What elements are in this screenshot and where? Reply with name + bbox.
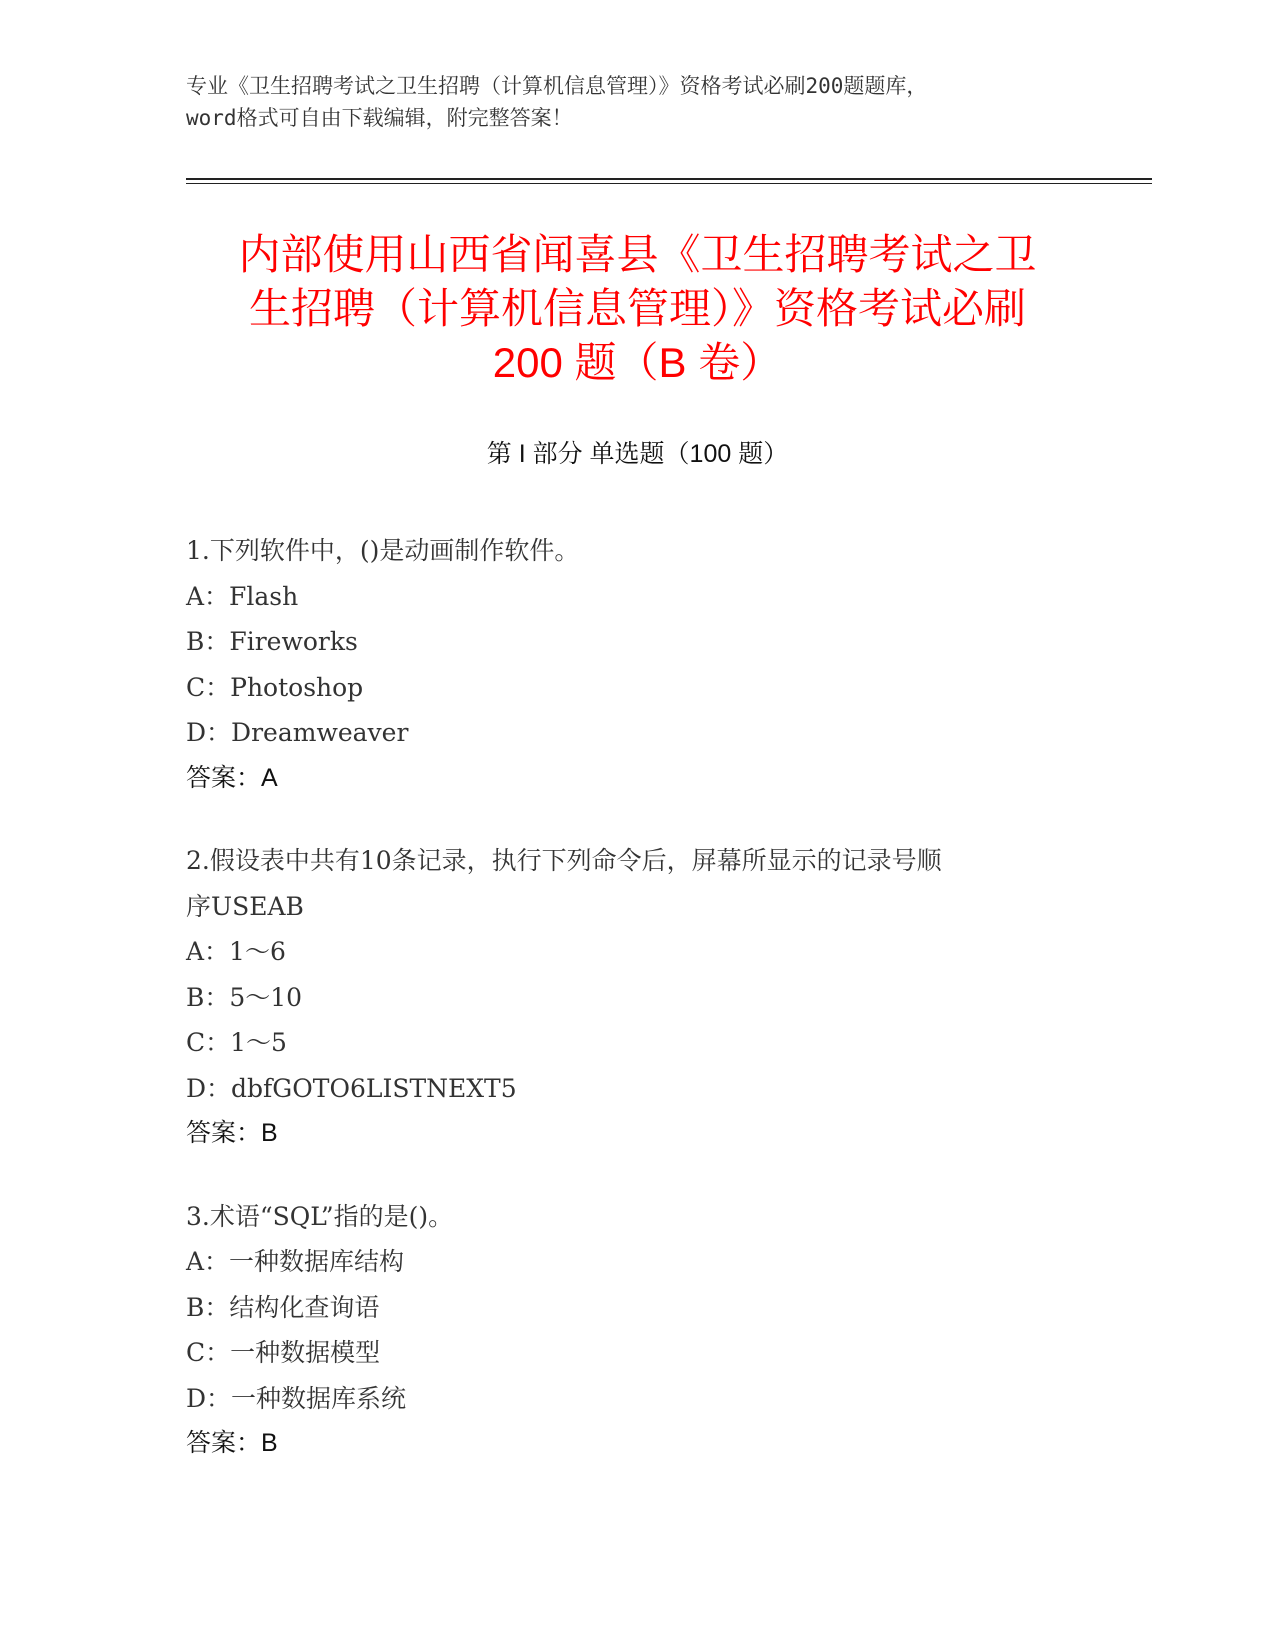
header-note-line: 专业《卫生招聘考试之卫生招聘（计算机信息管理）》资格考试必刷200题题库， [186, 74, 928, 98]
option-c: C：1～5 [186, 1028, 287, 1057]
question-stem: 1.下列软件中，()是动画制作软件。 [186, 536, 580, 565]
question-stem: 3.术语“SQL”指的是()。 [186, 1201, 454, 1231]
header-note [186, 70, 1086, 134]
option-a: A：一种数据库结构 [186, 1247, 405, 1276]
option-d: D：一种数据库系统 [186, 1383, 407, 1413]
question-list [186, 528, 1086, 1504]
question-item [186, 838, 1086, 1157]
question-item [186, 528, 1086, 801]
question-item [186, 1194, 1086, 1467]
document-title-line: 内部使用山西省闻喜县《卫生招聘考试之卫 [238, 231, 1037, 278]
option-b: B：5～10 [186, 982, 303, 1012]
document-title-line: 生招聘（计算机信息管理）》资格考试必刷 [248, 285, 1026, 332]
option-b: B：Fireworks [186, 627, 358, 656]
option-a: A：Flash [186, 581, 299, 611]
question-stem-continued: 序USEAB [186, 891, 304, 921]
document-title-line: 200 题（B 卷） [492, 339, 783, 386]
option-d: D：Dreamweaver [186, 718, 409, 747]
answer: 答案：B [186, 1119, 278, 1147]
option-b: B：结构化查询语 [186, 1292, 380, 1322]
option-c: C：一种数据模型 [186, 1338, 381, 1367]
answer: 答案：B [186, 1429, 278, 1457]
answer: 答案：A [186, 763, 278, 792]
header-note-line: word格式可自由下载编辑，附完整答案！ [186, 106, 573, 130]
question-stem: 2.假设表中共有10条记录，执行下列命令后，屏幕所显示的记录号顺 [186, 846, 942, 875]
option-a: A：1～6 [186, 937, 286, 966]
header-divider-thin [186, 183, 1152, 184]
option-d: D：dbfGOTO6LISTNEXT5 [186, 1073, 517, 1103]
section-title: 第 I 部分 单选题（100 题） [486, 440, 789, 468]
header-divider-thick [186, 178, 1152, 180]
document-title [150, 228, 1125, 390]
option-c: C：Photoshop [186, 672, 364, 702]
